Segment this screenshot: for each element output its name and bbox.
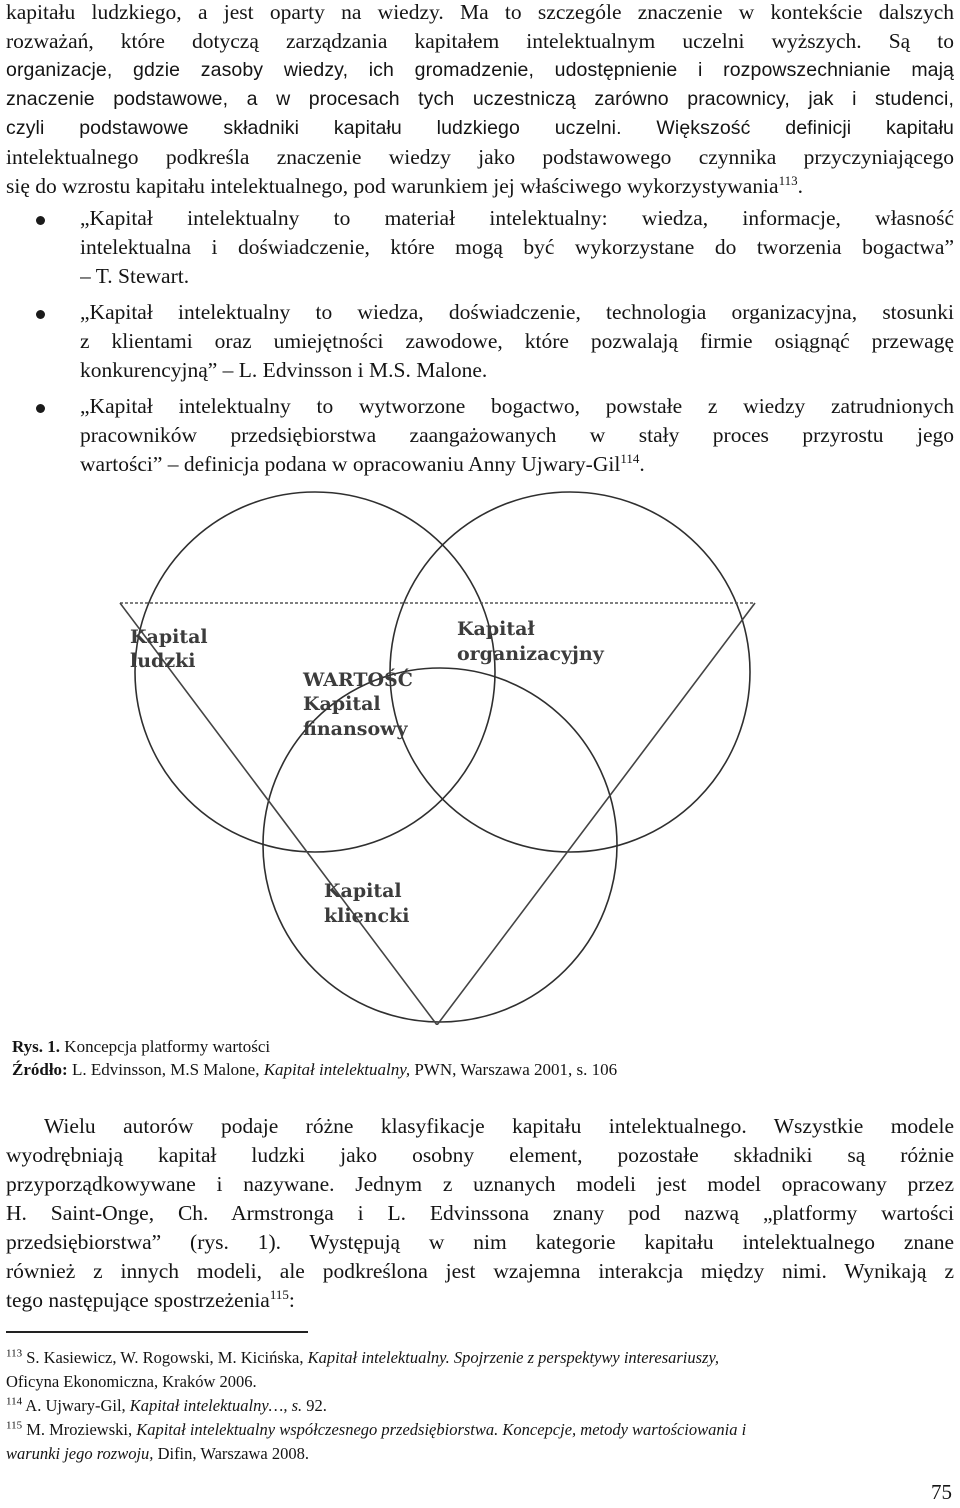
text-line: wyodrębniają kapitał ludzki jako osobny element, pozostałe składniki są różnie <box>6 1143 954 1167</box>
venn-diagram-svg <box>100 480 880 1025</box>
footnote-number: 113 <box>6 1347 23 1360</box>
footnote-115 <box>6 1419 954 1441</box>
text-line <box>6 1286 954 1315</box>
footnote-115-line2 <box>6 1443 954 1465</box>
text-line <box>80 450 954 479</box>
text-line: organizacje, gdzie zasoby wiedzy, ich gromadzenie, udostępnienie i rozpowszechnianie mają <box>6 59 954 81</box>
text-line: „Kapitał intelektualny to materiał intelektualny: wiedza, informacje, własność <box>80 206 954 230</box>
footnote-113 <box>6 1347 954 1369</box>
footnote-113-line2 <box>6 1371 954 1393</box>
value-platform-diagram <box>100 480 880 1025</box>
punctuation: : <box>288 1288 295 1312</box>
text-line: rozważań, które dotyczą zarządzania kapitałem intelektualnym uczelni wyższych. Są to <box>6 29 954 53</box>
text-line: H. Saint-Onge, Ch. Armstronga i L. Edvinssona znany pod nazwą „platformy wartości <box>6 1201 954 1225</box>
label-org-capital-line1: Kapitał <box>457 618 535 640</box>
text-line: przedsiębiorstwa” (rys. 1). Występują w nim kategorie kapitału intelektualnego znane <box>6 1230 954 1254</box>
source-publisher: PWN, Warszawa 2001, s. 106 <box>410 1060 618 1079</box>
footnote-title-cont: warunki jego rozwoju, <box>6 1444 154 1463</box>
text-line <box>6 172 954 201</box>
label-human-capital-line1: Kapital <box>130 626 208 648</box>
text-line: „Kapitał intelektualny to wytworzone bogactwo, powstałe z wiedzy zatrudnionych <box>80 394 954 418</box>
bullet-icon <box>36 404 45 413</box>
label-value-line1: WARTOŚĆ <box>303 669 413 691</box>
list-item <box>6 298 954 385</box>
text-line: przyporządkowywane i nazywane. Jednym z uznanych modeli jest model opracowany przez <box>6 1172 954 1196</box>
page-number: 75 <box>931 1480 952 1504</box>
source-label: Źródło: <box>12 1060 68 1079</box>
text-line: intelektualnego podkreśla znaczenie wiedzy jako podstawowego czynnika przyczyniającego <box>6 145 954 169</box>
punctuation: . <box>639 452 645 476</box>
text-line: również z innych modeli, ale podkreślona jest wzajemna interakcja między nimi. Wynikają z <box>6 1259 954 1283</box>
footnote-114 <box>6 1395 954 1417</box>
footnote-publisher: Oficyna Ekonomiczna, Kraków 2006. <box>6 1372 257 1391</box>
footnote-number: 115 <box>6 1419 23 1432</box>
list-item <box>6 204 954 291</box>
footnote-ref[interactable]: 113 <box>778 172 798 188</box>
text-line: konkurencyjną” – L. Edvinsson i M.S. Malone. <box>80 358 488 382</box>
text-line: – T. Stewart. <box>80 264 190 288</box>
text-line: intelektualna i doświadczenie, które mogą być wykorzystane do tworzenia bogactwa” <box>80 235 954 259</box>
text-line: znaczenie podstawowe, a w procesach tych uczestniczą zarówno pracownicy, jak i studenci, <box>6 88 954 110</box>
paragraph-intro <box>6 0 954 201</box>
text-line-content: tego następujące spostrzeżenia <box>6 1288 270 1312</box>
text-line: z klientami oraz umiejętności zawodowe, które pozwalają firmie osiągnąć przewagę <box>80 329 954 353</box>
footnote-title: Kapitał intelektualny współczesnego przedsiębiorstwa. Koncepcje, metody wartościowania i <box>136 1420 747 1439</box>
label-value-line2: Kapital <box>303 693 381 715</box>
label-value-line3: finansowy <box>303 718 408 740</box>
footnote-authors: A. Ujwary-Gil, <box>22 1396 130 1415</box>
label-client-capital-line1: Kapital <box>324 880 402 902</box>
source-authors: L. Edvinsson, M.S Malone, <box>67 1060 264 1079</box>
label-human-capital-line2: ludzki <box>130 650 196 672</box>
footnote-page: 92. <box>302 1396 327 1415</box>
bullet-icon <box>36 216 45 225</box>
bullet-icon <box>36 310 45 319</box>
text-line: „Kapitał intelektualny to wiedza, doświadczenie, technologia organizacyjna, stosunki <box>80 300 954 324</box>
footnote-ref[interactable]: 115 <box>269 1286 289 1302</box>
text-line: Wielu autorów podaje różne klasyfikacje kapitału intelektualnego. Wszystkie modele <box>44 1114 954 1138</box>
text-line-content: się do wzrostu kapitału intelektualnego, pod warunkiem jej właściwego wykorzystywania <box>6 174 779 198</box>
list-item <box>6 392 954 479</box>
figure-label: Rys. 1. <box>12 1037 61 1056</box>
text-line-content: wartości” – definicja podana w opracowaniu Anny Ujwary-Gil <box>80 452 621 476</box>
footnote-authors: S. Kasiewicz, W. Rogowski, M. Kicińska, <box>22 1348 308 1367</box>
source-title: Kapitał intelektualny, <box>263 1060 411 1079</box>
footnote-divider <box>6 1331 308 1333</box>
triangle-sides <box>120 603 755 1025</box>
figure-title: Koncepcja platformy wartości <box>60 1037 271 1056</box>
text-line: pracowników przedsiębiorstwa zaangażowanych w stały proces przyrostu jego <box>80 423 954 447</box>
footnote-number: 114 <box>6 1395 23 1408</box>
paragraph-classification <box>6 1112 954 1315</box>
text-line: czyli podstawowe składniki kapitału ludzkiego uczelni. Większość definicji kapitału <box>6 117 954 139</box>
figure-source <box>12 1059 617 1081</box>
figure-caption <box>12 1036 270 1058</box>
text-line: kapitału ludzkiego, a jest oparty na wiedzy. Ma to szczególe znaczenie w kontekście dalszych <box>6 0 954 24</box>
label-client-capital-line2: kliencki <box>324 905 410 927</box>
definitions-list <box>6 204 954 479</box>
footnote-ref[interactable]: 114 <box>620 450 640 466</box>
label-org-capital-line2: organizacyjny <box>457 643 604 665</box>
footnote-title: Kapitał intelektualny…, s. <box>129 1396 303 1415</box>
footnote-authors: M. Mroziewski, <box>22 1420 137 1439</box>
punctuation: . <box>797 174 804 198</box>
footnote-publisher: Difin, Warszawa 2008. <box>153 1444 309 1463</box>
footnote-title: Kapitał intelektualny. Spojrzenie z perspektywy interesariuszy, <box>307 1348 719 1367</box>
